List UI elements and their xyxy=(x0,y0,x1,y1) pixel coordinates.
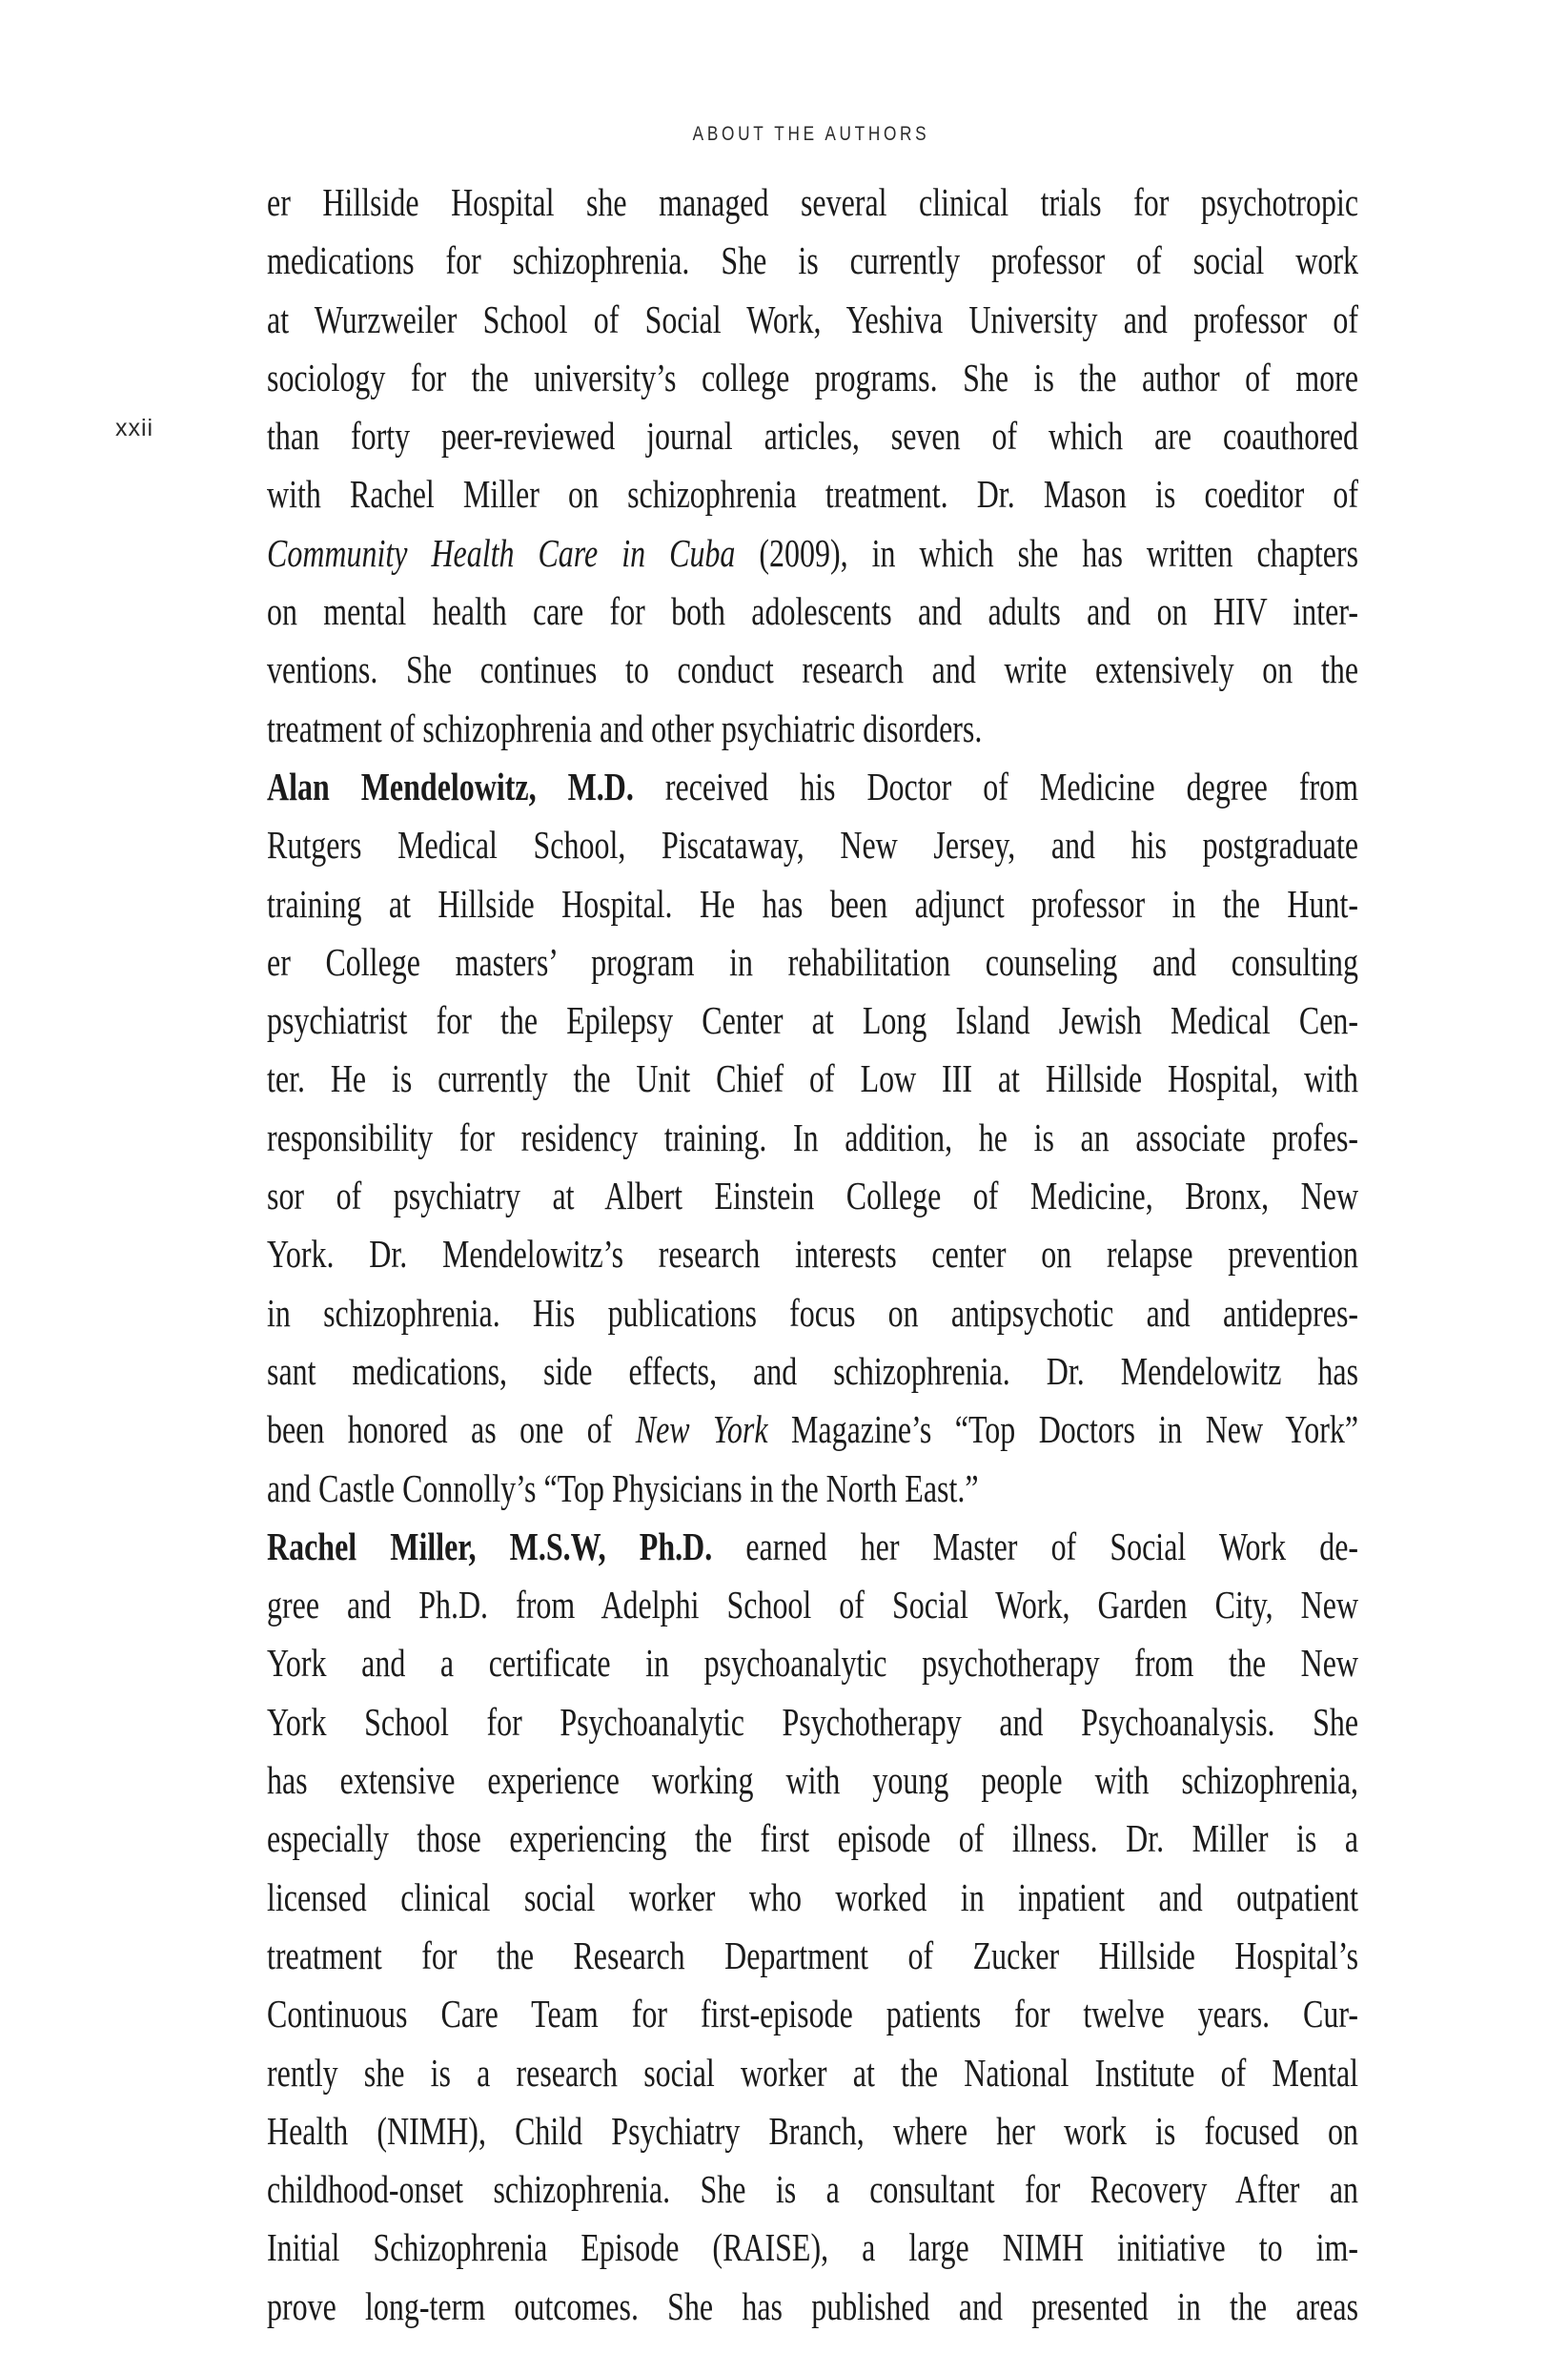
text-line: York and a certificate in psychoanalytic psychotherapy from the New xyxy=(267,1641,1359,1686)
text-line: Alan Mendelowitz, M.D. received his Doctor of Medicine degree from xyxy=(267,764,1359,808)
text-line: psychiatrist for the Epilepsy Center at Long Island Jewish Medical Cen- xyxy=(267,998,1359,1043)
text-line: York. Dr. Mendelowitz’s research interests center on relapse prevention xyxy=(267,1232,1359,1277)
running-head: ABOUT THE AUTHORS xyxy=(692,123,930,145)
text-line: sociology for the university’s college programs. She is the author of more xyxy=(267,355,1359,399)
text-line: treatment of schizophrenia and other psychiatric disorders. xyxy=(267,706,983,750)
text-line: been honored as one of New York Magazine’s “Top Doctors in New York” xyxy=(267,1407,1359,1452)
text-line: has extensive experience working with young people with schizophrenia, xyxy=(267,1758,1359,1803)
text-line: especially those experiencing the first episode of illness. Dr. Miller is a xyxy=(267,1816,1359,1861)
text-line: responsibility for residency training. In addition, he is an associate profes- xyxy=(267,1115,1359,1159)
text-line: Continuous Care Team for first-episode patients for twelve years. Cur- xyxy=(267,1992,1359,2036)
text-line: er College masters’ program in rehabilitation counseling and consulting xyxy=(267,939,1359,984)
text-line: on mental health care for both adolescents and adults and on HIV inter- xyxy=(267,589,1359,634)
text-line: than forty peer-reviewed journal articles, seven of which are coauthored xyxy=(267,414,1359,459)
text-line: rently she is a research social worker at the National Institute of Mental xyxy=(267,2050,1359,2095)
page-number: xxii xyxy=(114,415,154,441)
text-line: York School for Psychoanalytic Psychotherapy and Psychoanalysis. She xyxy=(267,1699,1359,1744)
text-line: sor of psychiatry at Albert Einstein College of Medicine, Bronx, New xyxy=(267,1174,1359,1218)
text-line: treatment for the Research Department of Zucker Hillside Hospital’s xyxy=(267,1933,1359,1977)
body-text xyxy=(267,174,1358,2336)
text-line: Rachel Miller, M.S.W, Ph.D. earned her Master of Social Work de- xyxy=(267,1524,1359,1568)
text-line: in schizophrenia. His publications focus on antipsychotic and antidepres- xyxy=(267,1290,1359,1335)
text-line: at Wurzweiler School of Social Work, Yeshiva University and professor of xyxy=(267,297,1359,341)
text-line: sant medications, side effects, and schizophrenia. Dr. Mendelowitz has xyxy=(267,1348,1359,1393)
text-line: ter. He is currently the Unit Chief of Low III at Hillside Hospital, with xyxy=(267,1056,1359,1101)
text-line: Health (NIMH), Child Psychiatry Branch, where her work is focused on xyxy=(267,2108,1359,2153)
text-line: Initial Schizophrenia Episode (RAISE), a large NIMH initiative to im- xyxy=(267,2225,1359,2270)
text-line: childhood-onset schizophrenia. She is a consultant for Recovery After an xyxy=(267,2167,1359,2212)
text-line: with Rachel Miller on schizophrenia treatment. Dr. Mason is coeditor of xyxy=(267,472,1359,517)
text-line: licensed clinical social worker who worked in inpatient and outpatient xyxy=(267,1874,1359,1919)
text-line: and Castle Connolly’s “Top Physicians in the North East.” xyxy=(267,1465,979,1510)
text-line: Rutgers Medical School, Piscataway, New Jersey, and his postgraduate xyxy=(267,823,1359,868)
text-line: er Hillside Hospital she managed several clinical trials for psychotropic xyxy=(267,180,1359,224)
text-line: training at Hillside Hospital. He has been adjunct professor in the Hunt- xyxy=(267,881,1359,926)
text-line: Community Health Care in Cuba (2009), in which she has written chapters xyxy=(267,530,1359,575)
text-line: prove long-term outcomes. She has published and presented in the areas xyxy=(267,2283,1359,2328)
text-line: ventions. She continues to conduct research and write extensively on the xyxy=(267,647,1359,692)
text-line: medications for schizophrenia. She is currently professor of social work xyxy=(267,238,1359,283)
text-line: gree and Ph.D. from Adelphi School of Social Work, Garden City, New xyxy=(267,1583,1359,1627)
